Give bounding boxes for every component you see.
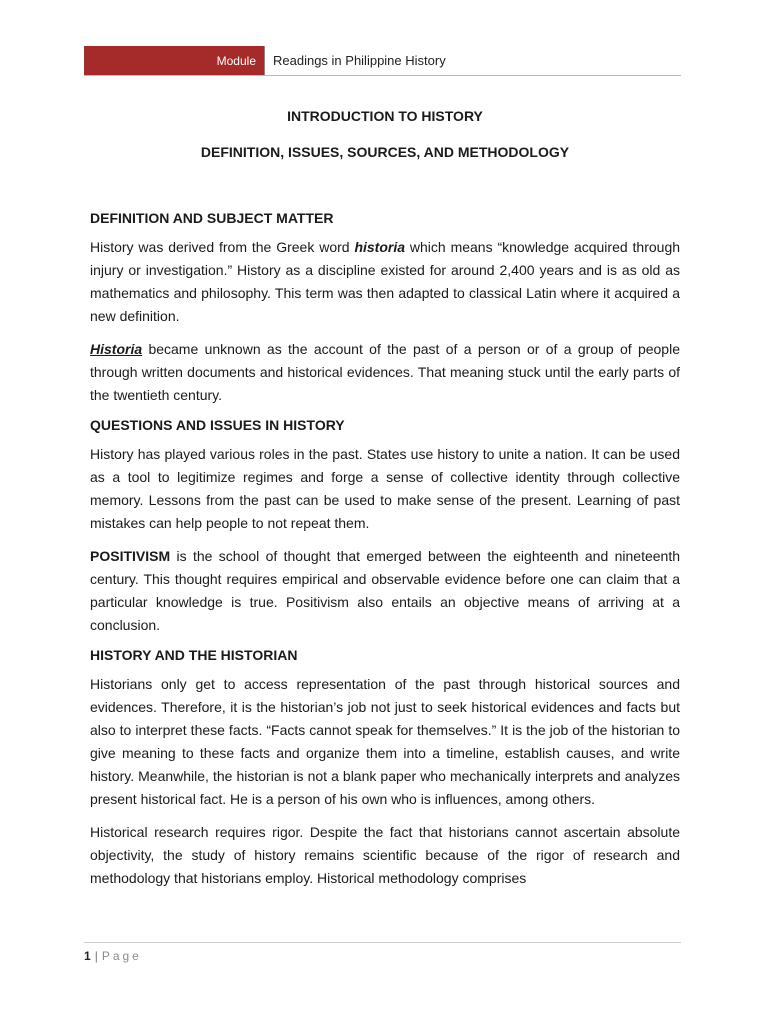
paragraph-text: History was derived from the Greek word xyxy=(90,239,355,255)
paragraph-text: is the school of thought that emerged between the eighteenth and nineteenth century. This thought requires empirical and observable evidence before one can claim that a particular knowledge is true. Positivism also entails an objective means of arriving at a conclusion. xyxy=(90,548,680,633)
paragraph-historian-1: Historians only get to access representation of the past through historical sources and evidences. Therefore, it is the historian’s job not just to seek historical evidences and facts but also to interpret these facts. “Facts cannot speak for themselves.” It is the job of the historian to give meaning to these facts and organize them into a timeline, establish causes, and write history. Meanwhile, the historian is not a blank paper who mechanically interprets and analyzes present historical fact. He is a person of his own who is influences, among others. xyxy=(90,676,680,807)
paragraph-text: became unknown as the account of the past of a person or of a group of people through written documents and historical evidences. That meaning stuck until the early parts of the twentieth century. xyxy=(90,341,680,403)
paragraph-text: which means “knowledge acquired through injury or investigation.” History as a discipline existed for around 2,400 years and is as old as mathematics and philosophy. This term was then adapted to classical Latin where it acquired a new definition. xyxy=(90,239,681,324)
page-number: 1 xyxy=(84,949,91,963)
module-label: Module xyxy=(84,46,264,75)
document-title: INTRODUCTION TO HISTORY xyxy=(287,108,483,124)
page-separator: | xyxy=(94,949,98,963)
section-heading-definition: DEFINITION AND SUBJECT MATTER xyxy=(90,210,334,226)
term-historia: historia xyxy=(354,239,406,255)
section-heading-historian: HISTORY AND THE HISTORIAN xyxy=(90,647,298,663)
paragraph-questions-1: History has played various roles in the past. States use history to unite a nation. It can be used as a tool to legitimize regimes and forge a sense of collective identity through collective memory. Lessons from the past can be used to make sense of the present. Learning of past mistakes can help people to not repeat them. xyxy=(90,446,680,531)
document-body xyxy=(90,108,680,900)
page-label: Page xyxy=(101,949,142,963)
paragraph-definition-1 xyxy=(90,236,680,328)
paragraph-definition-2 xyxy=(90,338,680,407)
page-footer xyxy=(84,942,681,963)
term-positivism: POSITIVISM xyxy=(90,548,171,564)
section-heading-questions: QUESTIONS AND ISSUES IN HISTORY xyxy=(90,417,345,433)
page-header xyxy=(84,46,681,76)
paragraph-positivism xyxy=(90,545,680,637)
paragraph-historian-2: Historical research requires rigor. Despite the fact that historians cannot ascertain absolute objectivity, the study of history remains scientific because of the rigor of research and methodology that historians employ. Historical methodology comprises xyxy=(90,824,680,886)
term-historia-capital: Historia xyxy=(90,341,143,357)
document-subtitle: DEFINITION, ISSUES, SOURCES, AND METHODOLOGY xyxy=(200,144,570,160)
course-title: Readings in Philippine History xyxy=(264,46,446,75)
